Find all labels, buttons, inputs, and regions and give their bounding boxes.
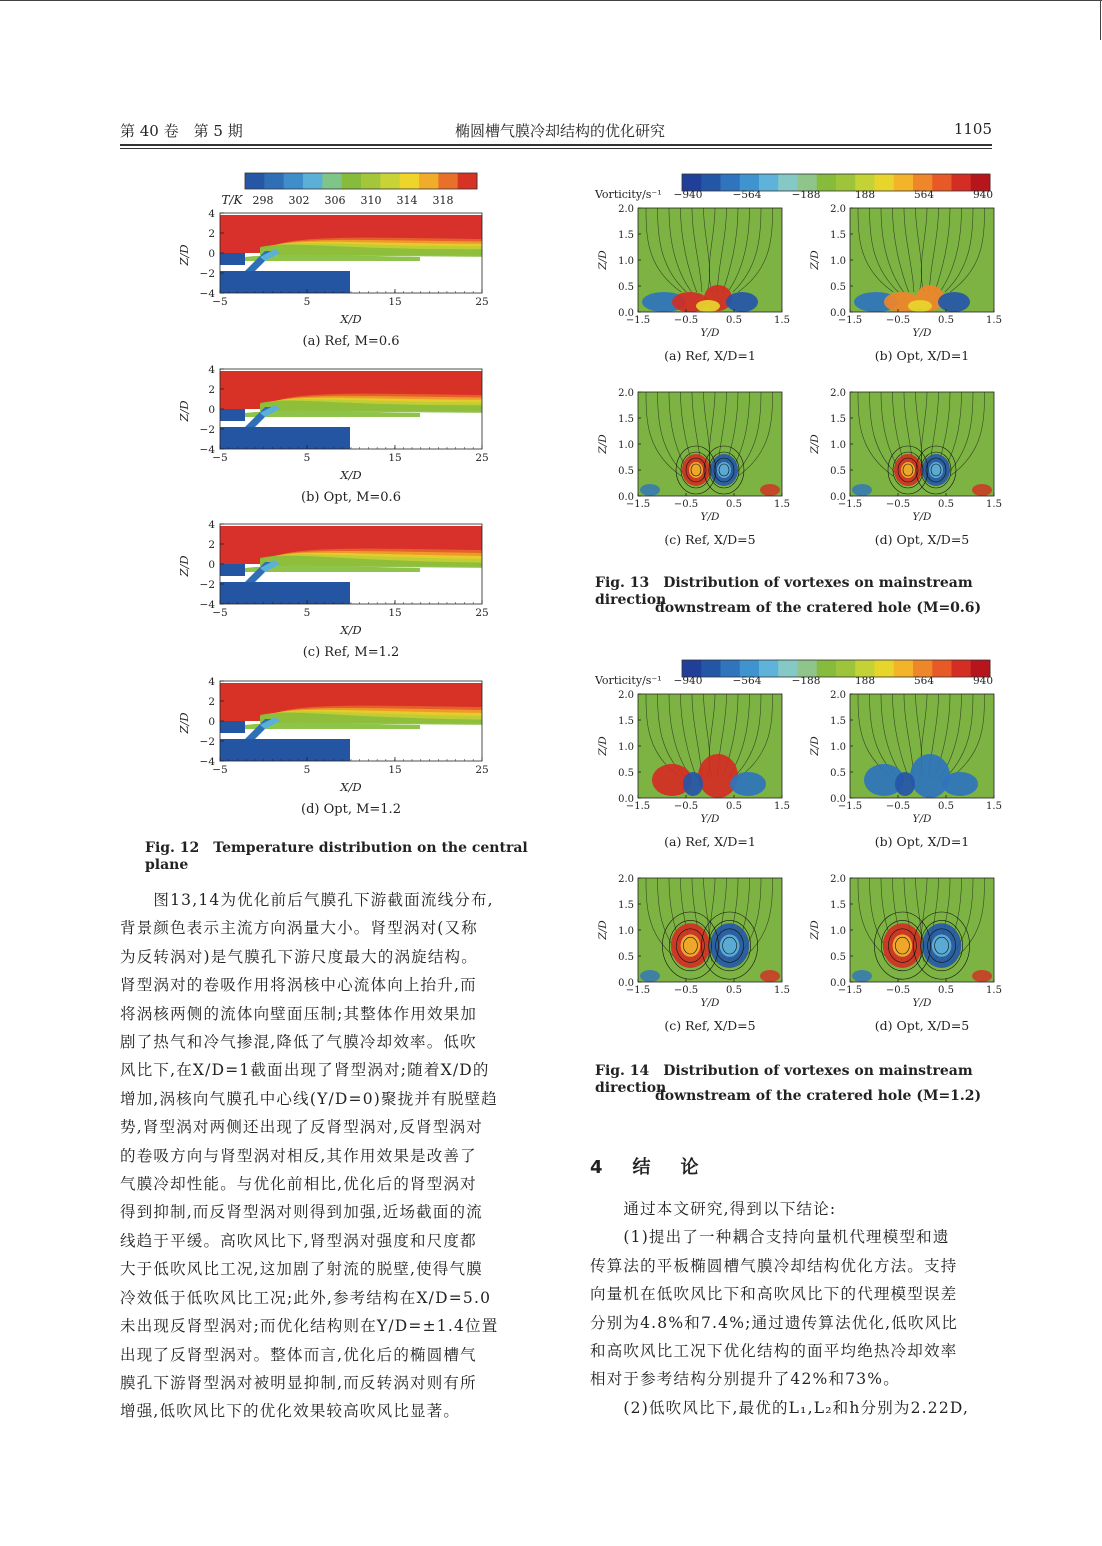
left-text-line: 的卷吸方向与肾型涡对相反,其作用效果是改善了: [120, 1146, 477, 1165]
colorbar-label: Vorticity/s⁻¹: [595, 188, 662, 201]
fig12-panel: [177, 364, 489, 505]
colorbar-cell: [894, 660, 914, 677]
x-tick-label: 1.5: [986, 985, 1002, 996]
colorbar-tick: −188: [791, 189, 821, 201]
x-tick-label: 25: [475, 452, 489, 464]
y-tick-label: 2.0: [830, 204, 846, 215]
vortex-panel: [809, 690, 1002, 849]
counter-vortex-left: [640, 970, 660, 982]
x-tick-label: 25: [475, 764, 489, 776]
x-axis-label: Y/D: [912, 511, 932, 523]
y-tick-label: 0.5: [618, 768, 634, 779]
left-text-line: 气膜冷却性能。与优化前相比,优化后的肾型涡对: [120, 1175, 477, 1194]
x-tick-label: 1.5: [986, 499, 1002, 510]
colorbar-tick: −188: [791, 675, 821, 687]
colorbar-cell: [458, 173, 478, 189]
colorbar-cell: [361, 173, 381, 189]
plate: [220, 739, 350, 761]
upstream-plate: [220, 721, 245, 733]
x-tick-label: 0.5: [726, 985, 742, 996]
vortex-panel: [597, 388, 790, 547]
x-tick-label: 1.5: [986, 801, 1002, 812]
y-axis-label: Z/D: [597, 736, 609, 756]
colorbar-tick: −940: [673, 189, 703, 201]
y-tick-label: −4: [199, 288, 215, 300]
colorbar-tick: 310: [360, 194, 382, 207]
vortex-panel: [597, 204, 790, 363]
right-text-line: 相对于参考结构分别提升了42%和73%。: [590, 1370, 900, 1389]
x-tick-label: −1.5: [837, 499, 863, 510]
counter-vortex-left: [852, 970, 872, 982]
left-text-line: 图13,14为优化前后气膜孔下游截面流线分布,: [120, 891, 494, 909]
y-tick-label: −2: [199, 424, 215, 436]
y-tick-label: 0.5: [830, 768, 846, 779]
y-tick-label: 1.5: [618, 414, 634, 425]
colorbar-cell: [342, 173, 362, 189]
colorbar-tick: 940: [972, 675, 994, 687]
vorticity-blob: [910, 754, 950, 798]
y-tick-label: 0: [208, 559, 215, 571]
vorticity-blob: [938, 292, 970, 312]
x-tick-label: −0.5: [673, 985, 699, 996]
y-axis-label: Z/D: [177, 555, 191, 577]
x-tick-label: 5: [303, 764, 311, 776]
right-column-text: [590, 1195, 1010, 1422]
colorbar-cell: [875, 660, 895, 677]
counter-vortex-left: [640, 484, 660, 496]
y-tick-label: 0.0: [618, 308, 634, 319]
colorbar-cell: [759, 174, 779, 191]
figure-13-graphic: [590, 170, 1002, 570]
y-tick-label: 1.0: [830, 256, 846, 267]
left-text-line: 肾型涡对的卷吸作用将涡核中心流体向上抬升,而: [120, 976, 477, 995]
y-tick-label: 0.0: [830, 492, 846, 503]
x-tick-label: −0.5: [673, 499, 699, 510]
y-tick-label: −2: [199, 268, 215, 280]
figure-12: [145, 165, 530, 873]
y-tick-label: 2.0: [830, 690, 846, 701]
x-axis-label: Y/D: [912, 327, 932, 339]
right-text-line: 传算法的平板椭圆槽气膜冷却结构优化方法。支持: [590, 1256, 958, 1275]
y-axis-label: Z/D: [809, 920, 821, 940]
left-text-line: 风比下,在X/D=1截面出现了肾型涡对;随着X/D的: [120, 1061, 490, 1080]
x-tick-label: −5: [212, 452, 228, 464]
counter-vortex-right: [972, 970, 992, 982]
page-right-border: [1100, 0, 1101, 40]
vorticity-blob: [726, 292, 758, 312]
y-axis-label: Z/D: [177, 400, 191, 422]
y-tick-label: 1.0: [618, 440, 634, 451]
left-text-line: 线趋于平缓。高吹风比下,肾型涡对强度和尺度都: [120, 1231, 477, 1250]
figure-13-caption-line2: downstream of the cratered hole (M=0.6): [655, 600, 982, 616]
x-tick-label: −1.5: [625, 985, 651, 996]
colorbar-cell: [438, 173, 458, 189]
x-axis-label: Y/D: [700, 327, 720, 339]
figure-13: [590, 170, 1002, 630]
y-tick-label: 2.0: [618, 690, 634, 701]
y-tick-label: 1.5: [618, 900, 634, 911]
right-text-line: (2)低吹风比下,最优的L₁,L₂和h分别为2.22D,: [590, 1398, 970, 1417]
colorbar-tick: 298: [252, 194, 274, 207]
x-tick-label: −5: [212, 764, 228, 776]
x-tick-label: 5: [303, 452, 311, 464]
y-axis-label: Z/D: [809, 736, 821, 756]
upstream-plate: [220, 409, 245, 421]
figure-14: [590, 656, 1002, 1116]
colorbar-label: Vorticity/s⁻¹: [595, 674, 662, 687]
y-tick-label: 4: [208, 364, 215, 376]
colorbar-cell: [419, 173, 439, 189]
colorbar-tick: 564: [913, 675, 935, 687]
colorbar-tick: 318: [432, 194, 454, 207]
left-text-line: 势,肾型涡对两侧还出现了反肾型涡对,反肾型涡对: [120, 1118, 483, 1137]
left-text-line: 未出现反肾型涡对;而优化结构则在Y/D=±1.4位置: [120, 1317, 499, 1336]
panel-label: (d) Opt, X/D=5: [874, 1018, 970, 1033]
colorbar-label: T/K: [221, 193, 243, 207]
y-tick-label: 2.0: [618, 204, 634, 215]
left-text-line: 膜孔下游肾型涡对被明显抑制,而反转涡对则有所: [120, 1373, 477, 1392]
y-tick-label: 4: [208, 208, 215, 220]
fig12-panel: [177, 208, 489, 349]
colorbar-cell: [264, 173, 284, 189]
y-tick-label: 2.0: [830, 874, 846, 885]
figure-14-caption-line1: Fig. 14 Distribution of vortexes on mainstream direction: [595, 1063, 973, 1096]
right-text-line: 向量机在低吹风比下和高吹风比下的代理模型误差: [590, 1285, 958, 1304]
left-text-line: 为反转涡对)是气膜孔下游尺度最大的涡旋结构。: [120, 947, 478, 966]
panel-label: (a) Ref, M=0.6: [302, 334, 400, 349]
y-tick-label: 2.0: [618, 874, 634, 885]
counter-vortex-right: [972, 484, 992, 496]
y-tick-label: 0.5: [618, 282, 634, 293]
colorbar-tick: 188: [854, 189, 876, 201]
journal-volume: 第 40 卷 第 5 期: [120, 122, 243, 140]
x-axis-label: Y/D: [912, 813, 932, 825]
upstream-plate: [220, 253, 245, 265]
colorbar-cell: [245, 173, 265, 189]
x-tick-label: 15: [388, 452, 402, 464]
x-tick-label: 15: [388, 764, 402, 776]
vortex-panel: [597, 874, 790, 1033]
colorbar-cell: [400, 173, 420, 189]
counter-vortex-right: [760, 484, 780, 496]
plate: [220, 271, 350, 293]
upstream-plate: [220, 564, 245, 576]
x-tick-label: −1.5: [837, 315, 863, 326]
vorticity-blob: [942, 772, 978, 796]
x-tick-label: 5: [303, 296, 311, 308]
y-tick-label: −2: [199, 736, 215, 748]
x-tick-label: 1.5: [986, 315, 1002, 326]
y-tick-label: 2: [208, 539, 215, 551]
left-text-line: 冷效低于低吹风比工况;此外,参考结构在X/D=5.0: [120, 1288, 492, 1307]
x-tick-label: 1.5: [774, 985, 790, 996]
x-tick-label: −0.5: [673, 801, 699, 812]
vorticity-blob: [730, 772, 766, 796]
header-rule: [120, 144, 992, 146]
y-axis-label: Z/D: [809, 434, 821, 454]
figure-14-graphic: [590, 656, 1002, 1056]
y-tick-label: 0.5: [618, 466, 634, 477]
vorticity-blob: [696, 300, 720, 312]
y-tick-label: 0.5: [830, 952, 846, 963]
x-axis-label: X/D: [340, 312, 362, 326]
x-axis-label: Y/D: [912, 997, 932, 1009]
y-tick-label: 0: [208, 716, 215, 728]
counter-vortex-right: [760, 970, 780, 982]
x-tick-label: 5: [303, 607, 311, 619]
colorbar-tick: −940: [673, 675, 703, 687]
colorbar-tick: 302: [288, 194, 310, 207]
y-tick-label: 2: [208, 384, 215, 396]
y-tick-label: 0.5: [830, 282, 846, 293]
y-tick-label: 0.0: [830, 308, 846, 319]
y-tick-label: 2.0: [830, 388, 846, 399]
x-tick-label: 0.5: [938, 315, 954, 326]
y-tick-label: 4: [208, 519, 215, 531]
x-tick-label: −5: [212, 607, 228, 619]
page-top-border: [0, 0, 1102, 1]
x-tick-label: −0.5: [885, 801, 911, 812]
panel-label: (c) Ref, X/D=5: [664, 532, 756, 547]
vorticity-blob: [895, 772, 915, 796]
running-title: 椭圆槽气膜冷却结构的优化研究: [455, 122, 666, 140]
x-tick-label: −0.5: [885, 499, 911, 510]
y-tick-label: 1.5: [618, 716, 634, 727]
y-tick-label: 1.5: [830, 414, 846, 425]
figure-12-graphic: [150, 165, 530, 865]
right-text-line: 通过本文研究,得到以下结论:: [590, 1200, 837, 1218]
y-tick-label: 0: [208, 248, 215, 260]
colorbar-cell: [952, 174, 972, 191]
colorbar-tick: 188: [854, 675, 876, 687]
page-number: 1105: [953, 120, 992, 138]
colorbar-cell: [932, 660, 952, 677]
plate: [220, 427, 350, 449]
panel-label: (c) Ref, X/D=5: [664, 1018, 756, 1033]
right-text-line: 和高吹风比工况下优化结构的面平均绝热冷却效率: [590, 1342, 958, 1361]
x-tick-label: −1.5: [837, 801, 863, 812]
header-rule-thin: [120, 148, 992, 149]
colorbar-tick: 940: [972, 189, 994, 201]
y-tick-label: 1.5: [830, 900, 846, 911]
colorbar-tick: 314: [396, 194, 418, 207]
section-heading: 4 结 论: [590, 1157, 705, 1178]
right-text-line: 分别为4.8%和7.4%;通过遗传算法优化,低吹风比: [590, 1313, 959, 1332]
x-tick-label: 15: [388, 607, 402, 619]
y-tick-label: −4: [199, 756, 215, 768]
fig12-panel: [177, 676, 489, 817]
y-tick-label: 4: [208, 676, 215, 688]
y-axis-label: Z/D: [177, 712, 191, 734]
x-axis-label: X/D: [340, 468, 362, 482]
colorbar-cell: [284, 173, 304, 189]
y-tick-label: 1.5: [618, 230, 634, 241]
left-column-text: [120, 886, 550, 1426]
left-text-line: 剧了热气和冷气掺混,降低了气膜冷却效率。低吹: [120, 1033, 477, 1052]
x-tick-label: 1.5: [774, 499, 790, 510]
vortex-panel: [597, 690, 790, 849]
y-tick-label: 2: [208, 696, 215, 708]
left-text-line: 大于低吹风比工况,这加剧了射流的脱壁,使得气膜: [120, 1260, 483, 1279]
x-tick-label: 0.5: [938, 985, 954, 996]
y-tick-label: 1.0: [618, 926, 634, 937]
x-tick-label: −0.5: [673, 315, 699, 326]
colorbar-cell: [701, 174, 721, 191]
x-axis-label: Y/D: [700, 997, 720, 1009]
x-tick-label: 0.5: [938, 801, 954, 812]
x-tick-label: 25: [475, 607, 489, 619]
colorbar-tick: −564: [732, 189, 762, 201]
x-axis-label: X/D: [340, 780, 362, 794]
vorticity-blob: [908, 300, 932, 312]
x-tick-label: −1.5: [837, 985, 863, 996]
y-tick-label: 1.5: [830, 230, 846, 241]
x-axis-label: Y/D: [700, 813, 720, 825]
y-axis-label: Z/D: [597, 920, 609, 940]
y-tick-label: 0: [208, 404, 215, 416]
y-tick-label: 1.0: [830, 926, 846, 937]
colorbar-tick: 564: [913, 189, 935, 201]
counter-vortex-left: [852, 484, 872, 496]
x-tick-label: 1.5: [774, 315, 790, 326]
x-tick-label: −1.5: [625, 801, 651, 812]
y-tick-label: 0.0: [830, 978, 846, 989]
right-text-line: (1)提出了一种耦合支持向量机代理模型和遗: [590, 1228, 950, 1247]
x-tick-label: −0.5: [885, 985, 911, 996]
left-text-line: 增加,涡核向气膜孔中心线(Y/D=0)聚拢并有脱壁趋: [120, 1089, 498, 1108]
panel-label: (c) Ref, M=1.2: [302, 645, 400, 660]
colorbar-cell: [836, 660, 856, 677]
y-tick-label: 1.5: [830, 716, 846, 727]
figure-13-caption-line1: Fig. 13 Distribution of vortexes on mainstream direction: [595, 575, 973, 608]
colorbar-cell: [701, 660, 721, 677]
colorbar-cell: [894, 174, 914, 191]
y-tick-label: 0.0: [618, 492, 634, 503]
colorbar-cell: [380, 173, 400, 189]
colorbar-tick: 306: [324, 194, 346, 207]
fig12-panel: [177, 519, 489, 660]
y-tick-label: 1.0: [830, 742, 846, 753]
vortex-panel: [809, 874, 1002, 1033]
y-tick-label: −4: [199, 599, 215, 611]
x-axis-label: X/D: [340, 623, 362, 637]
figure-14-caption-line2: downstream of the cratered hole (M=1.2): [655, 1088, 982, 1104]
x-tick-label: −0.5: [885, 315, 911, 326]
left-text-line: 增强,低吹风比下的优化效果较高吹风比显著。: [120, 1402, 461, 1421]
colorbar-cell: [952, 660, 972, 677]
y-tick-label: 2.0: [618, 388, 634, 399]
y-tick-label: 1.0: [830, 440, 846, 451]
y-axis-label: Z/D: [597, 250, 609, 270]
y-tick-label: 0.5: [618, 952, 634, 963]
vortex-panel: [809, 388, 1002, 547]
panel-label: (b) Opt, X/D=1: [874, 834, 970, 849]
y-axis-label: Z/D: [597, 434, 609, 454]
running-header: [120, 116, 992, 144]
panel-label: (a) Ref, X/D=1: [664, 834, 756, 849]
panel-label: (d) Opt, X/D=5: [874, 532, 970, 547]
y-tick-label: 0.0: [830, 794, 846, 805]
vortex-panel: [809, 204, 1002, 363]
x-tick-label: 25: [475, 296, 489, 308]
y-tick-label: 1.0: [618, 256, 634, 267]
y-axis-label: Z/D: [177, 244, 191, 266]
panel-label: (b) Opt, M=0.6: [301, 490, 401, 505]
x-tick-label: 0.5: [726, 801, 742, 812]
x-tick-label: 15: [388, 296, 402, 308]
y-tick-label: 0.0: [618, 978, 634, 989]
colorbar-cell: [759, 660, 779, 677]
colorbar-cell: [303, 173, 323, 189]
x-axis-label: Y/D: [700, 511, 720, 523]
figure-12-caption: Fig. 12 Temperature distribution on the central plane: [145, 840, 528, 873]
y-tick-label: −2: [199, 579, 215, 591]
vorticity-blob: [683, 772, 703, 796]
y-tick-label: 1.0: [618, 742, 634, 753]
y-tick-label: 0.5: [830, 466, 846, 477]
x-tick-label: 0.5: [938, 499, 954, 510]
x-tick-label: 0.5: [726, 315, 742, 326]
x-tick-label: −1.5: [625, 315, 651, 326]
x-tick-label: 0.5: [726, 499, 742, 510]
colorbar-cell: [875, 174, 895, 191]
colorbar-cell: [932, 174, 952, 191]
colorbar-cell: [322, 173, 342, 189]
left-text-line: 将涡核两侧的流体向壁面压制;其整体作用效果加: [120, 1004, 478, 1023]
left-text-line: 背景颜色表示主流方向涡量大小。肾型涡对(又称: [120, 919, 478, 938]
panel-label: (a) Ref, X/D=1: [664, 348, 756, 363]
panel-label: (d) Opt, M=1.2: [301, 802, 401, 817]
y-tick-label: −4: [199, 444, 215, 456]
y-tick-label: 2: [208, 228, 215, 240]
colorbar-cell: [836, 174, 856, 191]
colorbar-tick: −564: [732, 675, 762, 687]
left-text-line: 出现了反肾型涡对。整体而言,优化后的椭圆槽气: [120, 1345, 477, 1364]
left-text-line: 得到抑制,而反肾型涡对则得到加强,近场截面的流: [120, 1203, 483, 1222]
x-tick-label: 1.5: [774, 801, 790, 812]
y-tick-label: 0.0: [618, 794, 634, 805]
plate: [220, 582, 350, 604]
x-tick-label: −5: [212, 296, 228, 308]
panel-label: (b) Opt, X/D=1: [874, 348, 970, 363]
vorticity-blob: [698, 754, 738, 798]
y-axis-label: Z/D: [809, 250, 821, 270]
x-tick-label: −1.5: [625, 499, 651, 510]
